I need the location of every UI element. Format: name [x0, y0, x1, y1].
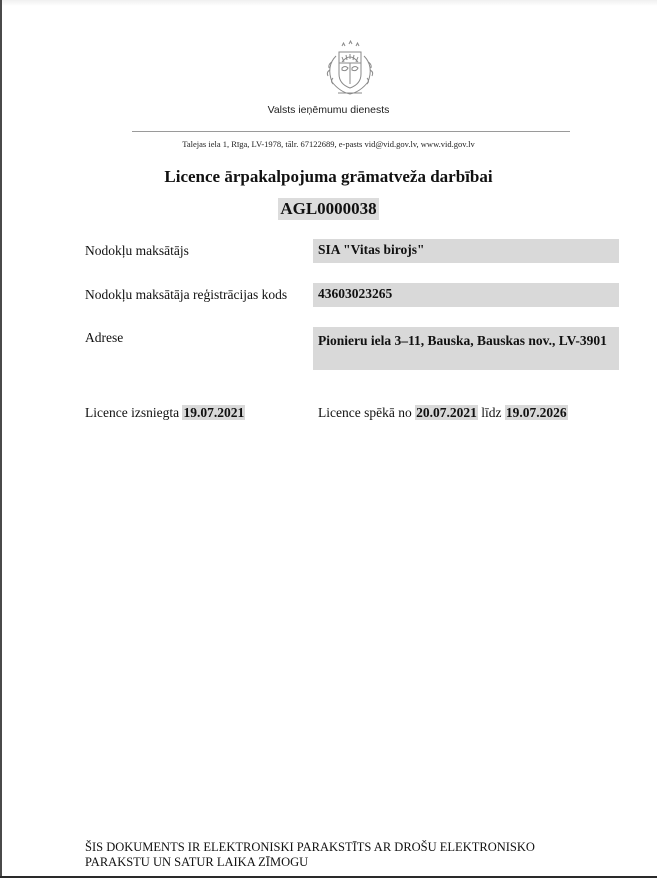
taxpayer-value: SIA "Vitas birojs" [313, 239, 619, 263]
valid-to-date: 19.07.2026 [505, 405, 567, 420]
e-signature-notice-line1: ŠIS DOKUMENTS IR ELEKTRONISKI PARAKSTĪTS AR DROŠU ELEKTRONISKO [85, 840, 535, 854]
validity-line [318, 405, 568, 421]
agency-contacts: Talejas iela 1, Rīga, LV-1978, tālr. 67122689, e-pasts vid@vid.gov.lv, www.vid.gov.lv [182, 139, 475, 149]
valid-from-date: 20.07.2021 [416, 405, 477, 420]
agency-name: Valsts ieņēmumu dienests [267, 104, 390, 116]
issued-date-line [85, 405, 245, 421]
address-label: Adrese [85, 330, 124, 345]
header-divider [132, 131, 570, 132]
document-title: Licence ārpakalpojuma grāmatveža darbībai [164, 167, 493, 186]
taxpayer-label: Nodokļu maksātājs [85, 243, 189, 258]
valid-to-label: līdz [481, 405, 502, 420]
registration-code-value: 43603023265 [313, 283, 619, 307]
issued-date: 19.07.2021 [183, 405, 245, 420]
issued-label: Licence izsniegta [85, 405, 180, 420]
registration-code-label: Nodokļu maksātāja reģistrācijas kods [85, 287, 288, 302]
page-left-border [0, 0, 2, 878]
valid-from-label: Licence spēkā no [318, 405, 412, 420]
license-number-row [0, 198, 657, 220]
e-signature-notice [85, 840, 585, 870]
e-signature-notice-line2: PARAKSTU UN SATUR LAIKA ZĪMOGU [85, 855, 309, 869]
license-number: AGL0000038 [280, 199, 377, 218]
page-top-shadow [2, 0, 657, 6]
latvia-coat-of-arms-icon [318, 40, 382, 98]
address-value: Pionieru iela 3–11, Bauska, Bauskas nov., LV-3901 [313, 327, 619, 370]
